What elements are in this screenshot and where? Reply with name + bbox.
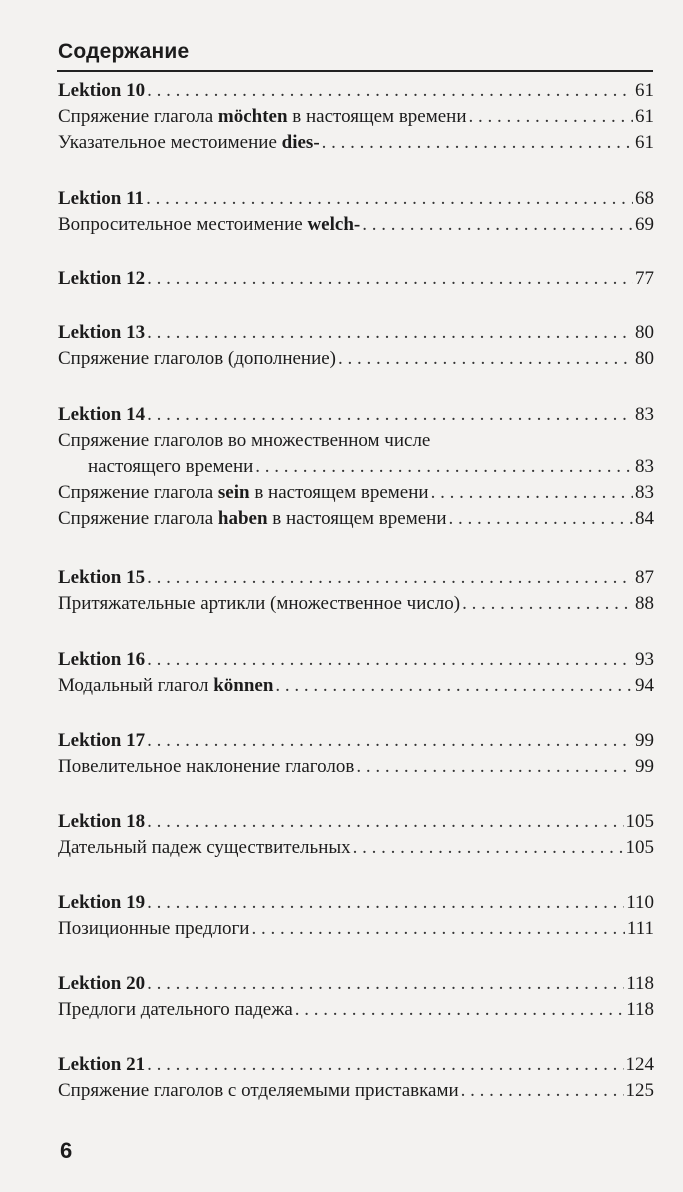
- topic-title: [58, 346, 336, 372]
- lesson-label: Lektion 12: [58, 268, 146, 289]
- topic-entry: [58, 754, 654, 780]
- lesson-label: Lektion 10: [58, 80, 146, 101]
- page-ref: 94: [635, 675, 654, 696]
- dot-leader: [322, 130, 633, 156]
- topic-title: [58, 673, 273, 699]
- german-term: können: [213, 675, 274, 696]
- page-ref: 61: [635, 132, 654, 153]
- topic-text: Спряжение глагола: [58, 508, 218, 529]
- german-term: haben: [217, 508, 268, 529]
- dot-leader: [147, 1052, 623, 1078]
- lesson-entry: [58, 320, 654, 346]
- topic-text: Повелительное наклонение глаголов: [58, 756, 355, 777]
- dot-leader: [251, 916, 624, 942]
- page-ref: 118: [626, 973, 654, 994]
- topic-title: [58, 130, 320, 156]
- dot-leader: [255, 454, 633, 480]
- lesson-entry: [58, 1052, 654, 1078]
- lesson-entry: [58, 971, 654, 997]
- page-ref: 61: [635, 106, 654, 127]
- page-ref: 83: [635, 404, 654, 425]
- topic-entry: [58, 591, 654, 617]
- page-ref: 99: [635, 756, 654, 777]
- lesson-title: [58, 890, 145, 916]
- lesson-entry: [58, 647, 654, 673]
- lesson-entry: [58, 809, 654, 835]
- topic-title: [58, 754, 354, 780]
- lesson-title: [58, 1052, 145, 1078]
- topic-entry: [58, 104, 654, 130]
- lesson-title: [58, 728, 145, 754]
- lesson-title: [58, 809, 145, 835]
- topic-title: [58, 835, 351, 861]
- page-ref: 87: [635, 567, 654, 588]
- page-ref: 105: [625, 837, 654, 858]
- dot-leader: [147, 266, 633, 292]
- topic-title: [58, 506, 447, 532]
- german-term: dies-: [281, 132, 320, 153]
- topic-entry: [58, 997, 654, 1023]
- dot-leader: [147, 971, 624, 997]
- page-ref: 88: [635, 593, 654, 614]
- topic-text: Предлоги дательного падежа: [58, 999, 293, 1020]
- topic-text: Спряжение глаголов во множественном числе: [58, 430, 431, 451]
- topic-entry: [58, 673, 654, 699]
- lesson-entry: [58, 565, 654, 591]
- topic-entry: [58, 130, 654, 156]
- lesson-entry: [58, 402, 654, 428]
- topic-text-end: в настоящем времени: [287, 106, 467, 127]
- topic-title: [58, 591, 460, 617]
- lesson-title: [58, 186, 144, 212]
- page-ref: 80: [635, 322, 654, 343]
- lesson-title: [58, 971, 145, 997]
- topic-entry: [58, 480, 654, 506]
- page-ref: 111: [626, 918, 654, 939]
- lesson-label: Lektion 11: [58, 188, 145, 209]
- page-ref: 105: [625, 811, 654, 832]
- german-term: sein: [217, 482, 250, 503]
- dot-leader: [147, 647, 633, 673]
- topic-text: Притяжательные артикли (множественное число): [58, 593, 461, 614]
- page-ref: 83: [635, 456, 654, 477]
- topic-title: [58, 480, 429, 506]
- topic-title: [88, 454, 253, 480]
- lesson-label: Lektion 13: [58, 322, 146, 343]
- page-ref: 125: [625, 1080, 654, 1101]
- topic-entry: [58, 835, 654, 861]
- lesson-entry: [58, 266, 654, 292]
- page-ref: 68: [635, 188, 654, 209]
- lesson-title: [58, 78, 145, 104]
- page-ref: 118: [626, 999, 654, 1020]
- header-rule: [57, 70, 653, 72]
- lesson-label: Lektion 15: [58, 567, 146, 588]
- dot-leader: [147, 890, 624, 916]
- topic-entry: [58, 346, 654, 372]
- lesson-label: Lektion 20: [58, 973, 146, 994]
- dot-leader: [462, 591, 633, 617]
- topic-text: Спряжение глаголов (дополнение): [58, 348, 337, 369]
- lesson-label: Lektion 18: [58, 811, 146, 832]
- dot-leader: [147, 78, 633, 104]
- dot-leader: [356, 754, 633, 780]
- dot-leader: [338, 346, 633, 372]
- topic-text: Указательное местоимение: [58, 132, 282, 153]
- lesson-label: Lektion 16: [58, 649, 146, 670]
- page-ref: 84: [635, 508, 654, 529]
- topic-entry: [58, 1078, 654, 1104]
- topic-text-cont: настоящего времени: [88, 456, 254, 477]
- dot-leader: [362, 212, 633, 238]
- dot-leader: [461, 1078, 624, 1104]
- dot-leader: [147, 565, 633, 591]
- page-ref: 99: [635, 730, 654, 751]
- lesson-label: Lektion 17: [58, 730, 146, 751]
- lesson-entry: [58, 186, 654, 212]
- dot-leader: [146, 186, 633, 212]
- lesson-label: Lektion 21: [58, 1054, 146, 1075]
- lesson-label: Lektion 14: [58, 404, 146, 425]
- topic-text: Спряжение глагола: [58, 482, 218, 503]
- page-ref: 80: [635, 348, 654, 369]
- dot-leader: [295, 997, 624, 1023]
- topic-text: Дательный падеж существительных: [58, 837, 351, 858]
- german-term: welch-: [307, 214, 361, 235]
- topic-entry: [58, 212, 654, 238]
- lesson-title: [58, 565, 145, 591]
- page-number: 6: [60, 1138, 73, 1163]
- lesson-entry: [58, 78, 654, 104]
- topic-entry: [58, 506, 654, 532]
- topic-entry: [58, 916, 654, 942]
- dot-leader: [449, 506, 633, 532]
- topic-text: Модальный глагол: [58, 675, 214, 696]
- page-ref: 69: [635, 214, 654, 235]
- lesson-title: [58, 402, 145, 428]
- topic-text-end: в настоящем времени: [249, 482, 429, 503]
- lesson-title: [58, 320, 145, 346]
- german-term: möchten: [217, 106, 288, 127]
- page-ref: 61: [635, 80, 654, 101]
- lesson-title: [58, 266, 145, 292]
- dot-leader: [353, 835, 624, 861]
- topic-title: [58, 212, 360, 238]
- topic-text: Спряжение глагола: [58, 106, 218, 127]
- contents-heading: Содержание: [58, 40, 190, 63]
- dot-leader: [147, 728, 633, 754]
- dot-leader: [431, 480, 633, 506]
- topic-entry-line1: [58, 428, 430, 454]
- lesson-title: [58, 647, 145, 673]
- dot-leader: [275, 673, 633, 699]
- topic-title: [58, 104, 467, 130]
- page-ref: 110: [626, 892, 654, 913]
- dot-leader: [147, 320, 633, 346]
- page-ref: 77: [635, 268, 654, 289]
- topic-text-end: в настоящем времени: [267, 508, 447, 529]
- topic-title: [58, 916, 249, 942]
- lesson-entry: [58, 728, 654, 754]
- lesson-entry: [58, 890, 654, 916]
- topic-text: Вопросительное местоимение: [58, 214, 308, 235]
- topic-text: Спряжение глаголов с отделяемыми приставками: [58, 1080, 459, 1101]
- topic-entry-line2: [88, 454, 654, 480]
- topic-text: Позиционные предлоги: [58, 918, 250, 939]
- dot-leader: [469, 104, 633, 130]
- page-ref: 83: [635, 482, 654, 503]
- topic-title: [58, 997, 293, 1023]
- page-ref: 93: [635, 649, 654, 670]
- lesson-label: Lektion 19: [58, 892, 146, 913]
- dot-leader: [147, 809, 623, 835]
- page-ref: 124: [625, 1054, 654, 1075]
- topic-title: [58, 1078, 459, 1104]
- dot-leader: [147, 402, 633, 428]
